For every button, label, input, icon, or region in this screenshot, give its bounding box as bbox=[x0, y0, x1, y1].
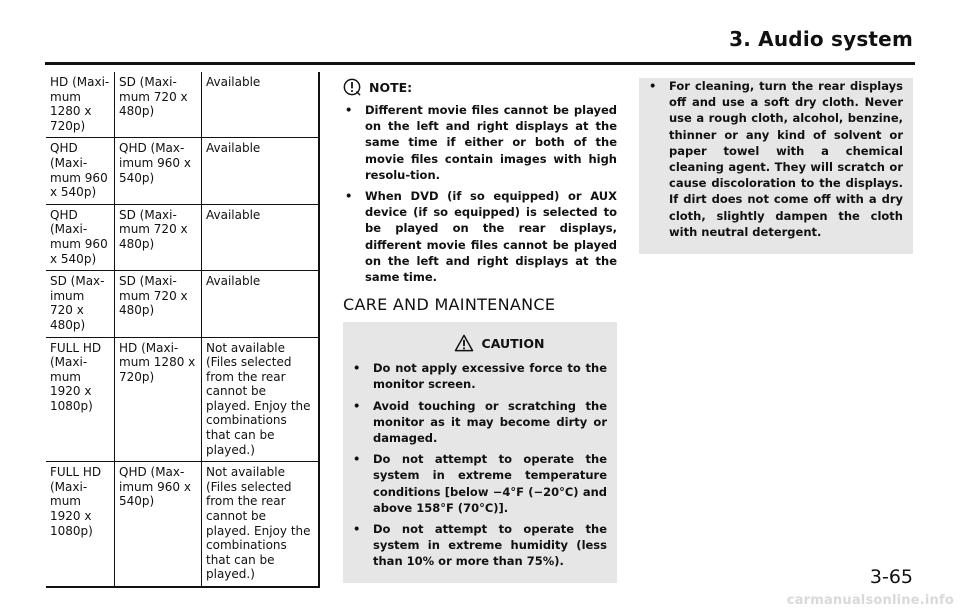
table-cell: Available bbox=[202, 204, 320, 270]
caution-header bbox=[391, 334, 607, 352]
table-row bbox=[46, 72, 319, 138]
table-cell: SD (Maxi-mum 720 x 480p) bbox=[115, 271, 202, 337]
middle-column bbox=[343, 78, 617, 583]
resolution-table bbox=[46, 72, 320, 588]
table-cell: QHD (Max-imum 960 x 540p) bbox=[115, 138, 202, 204]
care-heading: CARE AND MAINTENANCE bbox=[343, 295, 556, 315]
table-body bbox=[46, 72, 319, 587]
table-cell: SD (Maxi-mum 720 x 480p) bbox=[115, 72, 202, 138]
cleaning-box bbox=[639, 78, 913, 254]
table-cell: HD (Maxi-mum 1280 x 720p) bbox=[46, 72, 115, 138]
table-row bbox=[46, 204, 319, 270]
caution-label: CAUTION bbox=[481, 335, 545, 351]
note-icon bbox=[343, 78, 361, 96]
table-cell: Available bbox=[202, 72, 320, 138]
caution-item: • Avoid touching or scratching the monitor as it may become dirty or damaged. bbox=[351, 398, 607, 447]
caution-item: • Do not apply excessive force to the monitor screen. bbox=[351, 360, 607, 392]
table-cell: Available bbox=[202, 138, 320, 204]
caution-list bbox=[351, 360, 607, 569]
table-cell: QHD (Maxi-mum 960 x 540p) bbox=[46, 138, 115, 204]
table-row bbox=[46, 271, 319, 337]
note-label: NOTE: bbox=[369, 79, 413, 95]
table-cell: QHD (Max-imum 960 x 540p) bbox=[115, 462, 202, 587]
table-cell: Not available (Files selected from the rear cannot be played. Enjoy the combinations that can be played.) bbox=[202, 337, 320, 462]
warning-icon bbox=[454, 334, 474, 352]
cleaning-list bbox=[647, 78, 903, 240]
section-title: 3. Audio system bbox=[729, 27, 913, 51]
watermark: carmanualsonline.info bbox=[786, 593, 954, 608]
table-cell: FULL HD (Maxi-mum 1920 x 1080p) bbox=[46, 462, 115, 587]
table-cell: Not available (Files selected from the rear cannot be played. Enjoy the combinations that can be played.) bbox=[202, 462, 320, 587]
note-item: • When DVD (if so equipped) or AUX device (if so equipped) is selected to be played on the rear displays, different movie files cannot be played on the left and right displays at the same time. bbox=[343, 188, 617, 285]
note-item: • Different movie files cannot be played on the left and right displays at the same time if either or both of the movie files contain images with high resolu-tion. bbox=[343, 102, 617, 183]
note-list bbox=[343, 102, 617, 285]
table-cell: SD (Maxi-mum 720 x 480p) bbox=[115, 204, 202, 270]
table-row bbox=[46, 337, 319, 462]
caution-box bbox=[343, 322, 617, 582]
caution-item: • Do not attempt to operate the system in extreme humidity (less than 10% or more than 75%). bbox=[351, 521, 607, 570]
page-number: 3-65 bbox=[869, 566, 913, 588]
table-cell: Available bbox=[202, 271, 320, 337]
cleaning-item: • For cleaning, turn the rear displays off and use a soft dry cloth. Never use a rough cloth, alcohol, benzine, thinner or any kind of solvent or paper towel with a chemical cleaning agent. They will scratch or cause discoloration to the displays. If dirt does not come off with a dry cloth, slightly dampen the cloth with neutral detergent. bbox=[647, 78, 903, 240]
table-row bbox=[46, 462, 319, 587]
table-row bbox=[46, 138, 319, 204]
note-header bbox=[343, 78, 617, 96]
caution-item: • Do not attempt to operate the system in extreme temperature conditions [below −4°F (−20°C) and above 158°F (70°C)]. bbox=[351, 451, 607, 516]
table-cell: HD (Maxi-mum 1280 x 720p) bbox=[115, 337, 202, 462]
table-cell: FULL HD (Maxi-mum 1920 x 1080p) bbox=[46, 337, 115, 462]
header-rule bbox=[45, 62, 915, 65]
table-cell: QHD (Maxi-mum 960 x 540p) bbox=[46, 204, 115, 270]
table-cell: SD (Max-imum 720 x 480p) bbox=[46, 271, 115, 337]
